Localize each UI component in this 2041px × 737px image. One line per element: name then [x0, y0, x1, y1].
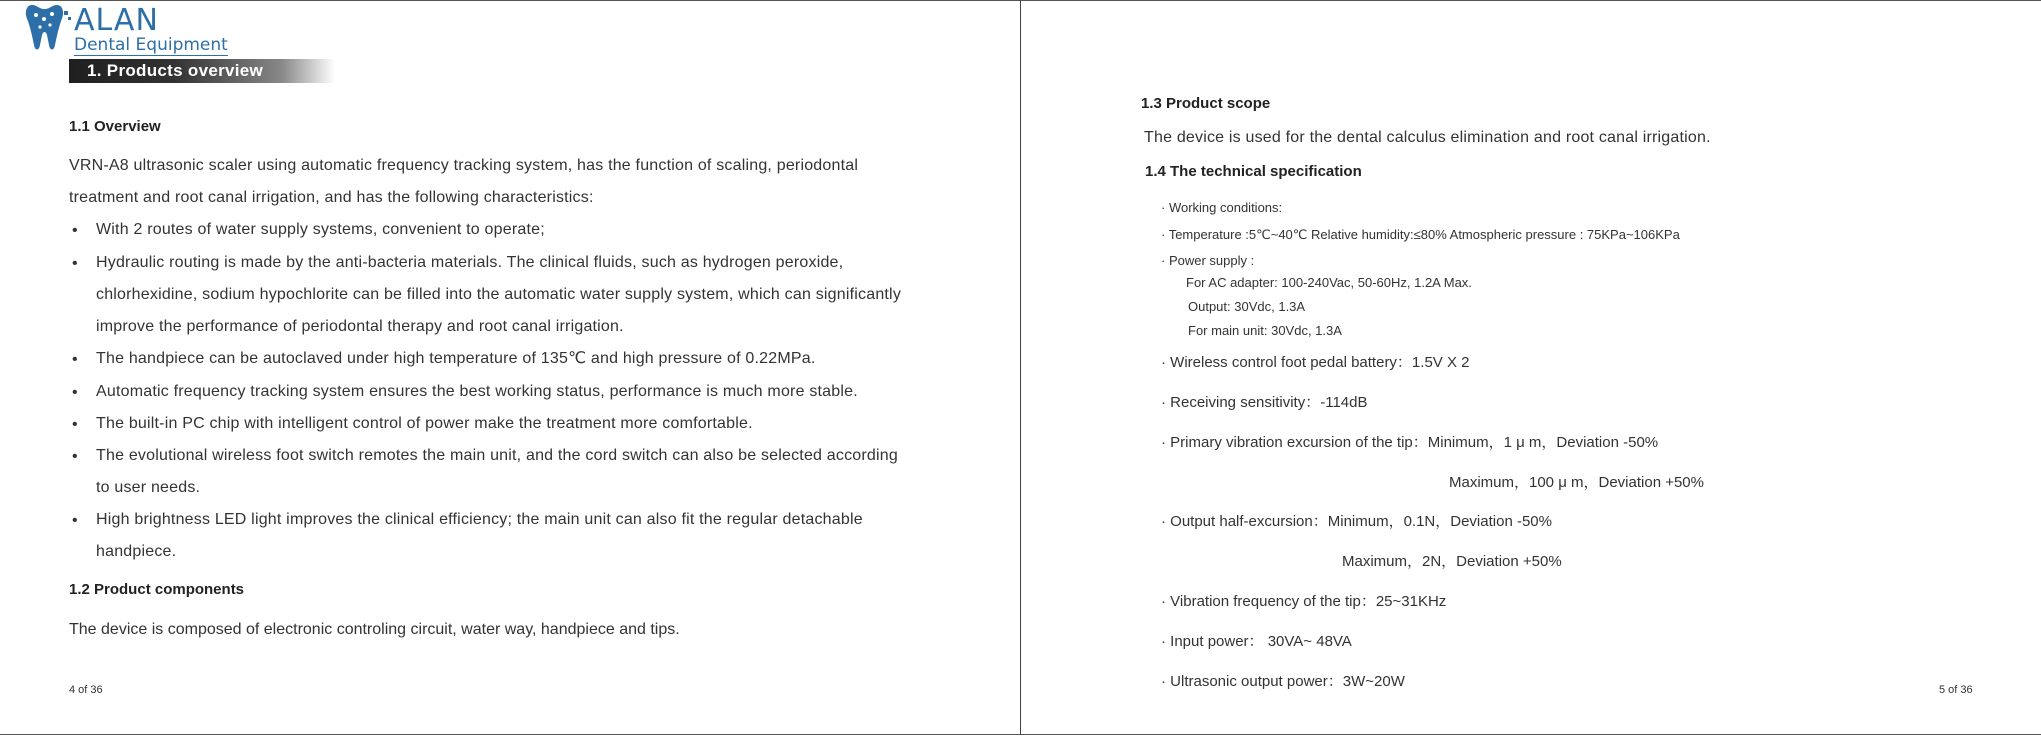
section-banner-products-overview: 1. Products overview: [69, 59, 335, 83]
spec-main-unit: For main unit: 30Vdc, 1.3A: [1188, 323, 1342, 338]
scope-text: The device is used for the dental calculus elimination and root canal irrigation.: [1144, 129, 1711, 146]
feature-item-3-line-1: The handpiece can be autoclaved under high temperature of 135℃ and high pressure of 0.22MPa.: [96, 350, 816, 367]
spec-vibration-minimum: · Primary vibration excursion of the tip：Minimum，1 μ m，Deviation -50%: [1161, 434, 1659, 451]
tooth-logo-icon: [24, 1, 76, 59]
heading-overview: 1.1 Overview: [69, 118, 161, 135]
feature-item-2-line-1: Hydraulic routing is made by the anti-bacteria materials. The clinical fluids, such as hydrogen peroxide,: [96, 254, 844, 271]
spec-environment: · Temperature :5℃~40℃ Relative humidity:≤80% Atmospheric pressure : 75KPa~106KPa: [1161, 227, 1680, 242]
components-text: The device is composed of electronic controling circuit, water way, handpiece and tips.: [69, 621, 680, 638]
intro-line-2: treatment and root canal irrigation, and has the following characteristics:: [69, 189, 594, 206]
spec-receiving-sensitivity: · Receiving sensitivity：-114dB: [1161, 394, 1368, 411]
heading-product-components: 1.2 Product components: [69, 581, 245, 598]
feature-item-7-line-2: handpiece.: [96, 543, 177, 560]
logo-subtitle: Dental Equipment: [74, 35, 228, 55]
feature-item-2-line-2: chlorhexidine, sodium hypochlorite can be filled into the automatic water supply system, which can significantly: [96, 286, 902, 303]
spec-working-conditions: · Working conditions:: [1161, 200, 1283, 215]
bullet-marker: •: [72, 384, 78, 401]
page-number-left: 4 of 36: [69, 684, 103, 696]
bullet-marker: •: [72, 255, 78, 272]
spec-half-excursion-maximum: Maximum，2N，Deviation +50%: [1342, 553, 1562, 570]
bullet-marker: •: [72, 512, 78, 529]
logo-wordmark: ALAN: [74, 3, 159, 38]
spec-ac-adapter: For AC adapter: 100-240Vac, 50-60Hz, 1.2A Max.: [1186, 275, 1472, 290]
spec-output: Output: 30Vdc, 1.3A: [1188, 299, 1306, 314]
page-number-right: 5 of 36: [1939, 684, 1973, 696]
company-logo: [24, 1, 234, 61]
left-page: [0, 0, 1021, 735]
bullet-marker: •: [72, 416, 78, 433]
spec-ultrasonic-output-power: · Ultrasonic output power：3W~20W: [1161, 673, 1405, 690]
bullet-marker: •: [72, 222, 78, 239]
right-page: [1021, 0, 2041, 735]
feature-item-5-line-1: The built-in PC chip with intelligent control of power make the treatment more comfortable.: [96, 415, 753, 432]
feature-item-7-line-1: High brightness LED light improves the clinical efficiency; the main unit can also fit the regular detachable: [96, 511, 863, 528]
spec-battery: · Wireless control foot pedal battery：1.5V X 2: [1161, 354, 1470, 371]
feature-item-1-line-1: With 2 routes of water supply systems, convenient to operate;: [96, 221, 545, 238]
spec-vibration-frequency: · Vibration frequency of the tip：25~31KHz: [1161, 593, 1447, 610]
feature-item-6-line-1: The evolutional wireless foot switch remotes the main unit, and the cord switch can also be selected according: [96, 447, 898, 464]
intro-line-1: VRN-A8 ultrasonic scaler using automatic frequency tracking system, has the function of scaling, periodontal: [69, 157, 859, 174]
feature-item-2-line-3: improve the performance of periodontal therapy and root canal irrigation.: [96, 318, 624, 335]
feature-item-4-line-1: Automatic frequency tracking system ensures the best working status, performance is much more stable.: [96, 383, 858, 400]
spec-vibration-maximum: Maximum，100 μ m，Deviation +50%: [1449, 474, 1704, 491]
bullet-marker: •: [72, 448, 78, 465]
spec-half-excursion-minimum: · Output half-excursion：Minimum，0.1N，Deviation -50%: [1161, 513, 1552, 530]
spec-input-power: · Input power： 30VA~ 48VA: [1161, 633, 1352, 650]
bullet-marker: •: [72, 351, 78, 368]
heading-product-scope: 1.3 Product scope: [1141, 95, 1271, 112]
heading-technical-specification: 1.4 The technical specification: [1145, 163, 1362, 180]
spec-power-supply: · Power supply :: [1161, 253, 1255, 268]
feature-item-6-line-2: to user needs.: [96, 479, 201, 496]
